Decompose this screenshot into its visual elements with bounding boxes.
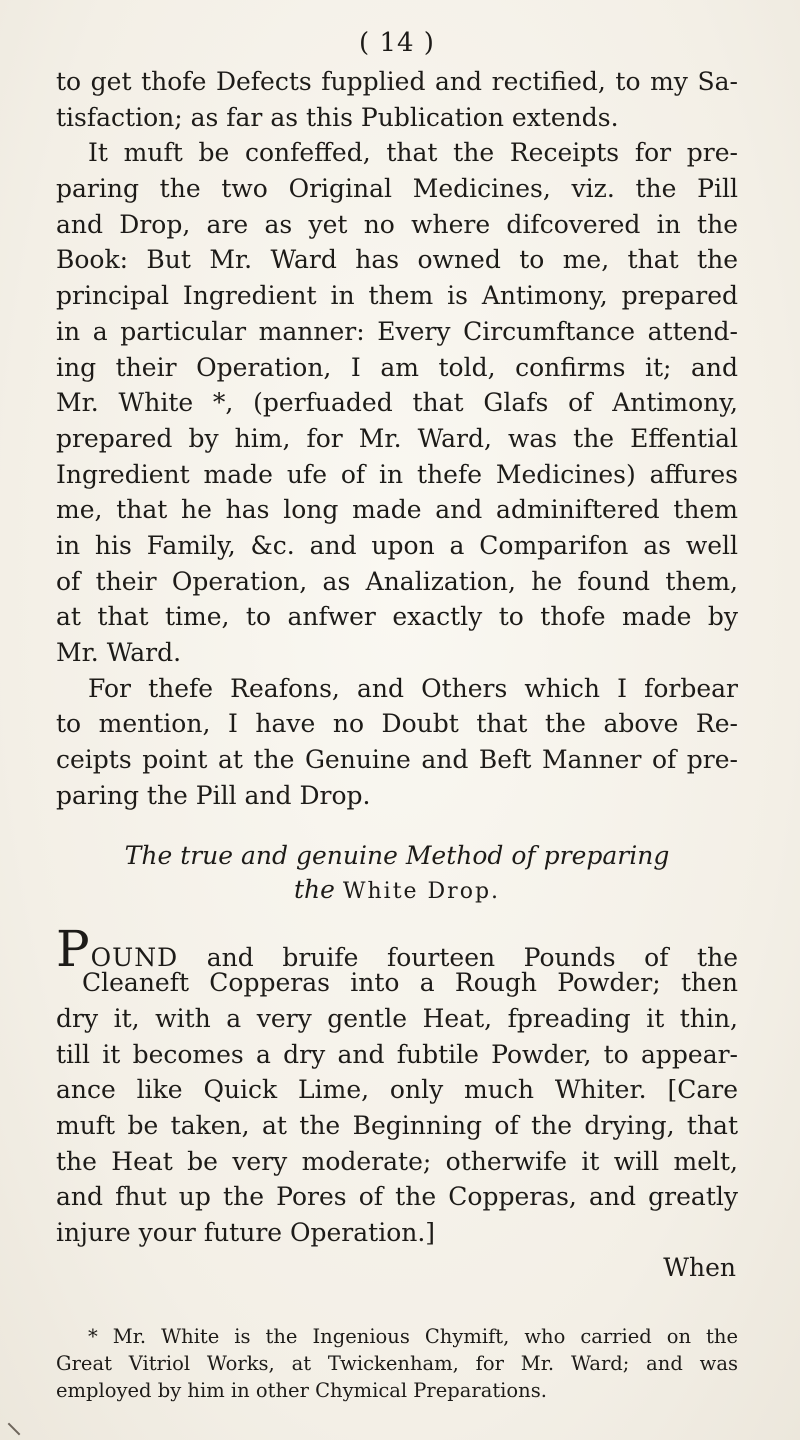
text-line: dry it, with a very gentle Heat, fpreading it thin, bbox=[56, 1003, 738, 1033]
text-line: the Heat be very moderate; otherwife it will melt, bbox=[56, 1146, 738, 1176]
paragraph-antimony bbox=[56, 135, 738, 670]
text-line: paring the two Original Medicines, viz. the Pill bbox=[56, 174, 738, 204]
text-line: injure your future Operation.] bbox=[56, 1217, 436, 1247]
heading-line bbox=[56, 873, 738, 907]
footnote-line: Great Vitriol Works, at Twickenham, for Mr. Ward; and was bbox=[56, 1351, 738, 1375]
page-number: ( 14 ) bbox=[359, 28, 435, 58]
text-line: Ingredient made ufe of in thefe Medicines) affures bbox=[56, 459, 738, 489]
text-line: Mr. Ward. bbox=[56, 638, 182, 667]
caps-word: OUND bbox=[90, 943, 179, 973]
text-line: principal Ingredient in them is Antimony, prepared bbox=[56, 281, 738, 311]
text-line: prepared by him, for Mr. Ward, was the Effential bbox=[56, 423, 738, 453]
footnote-line: * Mr. White is the Ingenious Chymift, who carried on the bbox=[88, 1324, 738, 1348]
text-line: muft be taken, at the Beginning of the drying, that bbox=[56, 1110, 738, 1140]
text-line: at that time, to anfwer exactly to thofe made by bbox=[56, 602, 738, 632]
heading-line: The true and genuine Method of preparing bbox=[124, 841, 670, 871]
paragraph-reasons bbox=[56, 671, 738, 814]
text-line: It muft be confeffed, that the Receipts for pre- bbox=[88, 138, 738, 168]
text-line: of their Operation, as Analization, he found them, bbox=[56, 566, 738, 596]
text-line: ance like Quick Lime, only much Whiter. [Care bbox=[56, 1075, 738, 1105]
paragraph-continuation bbox=[56, 64, 738, 135]
text-line: Cleaneft Copperas into a Rough Powder; then bbox=[82, 968, 738, 998]
paragraph-recipe bbox=[56, 920, 738, 1250]
text-line: to mention, I have no Doubt that the above Re- bbox=[56, 709, 738, 739]
text-line: paring the Pill and Drop. bbox=[56, 780, 371, 810]
text-line: and fhut up the Pores of the Copperas, and greatly bbox=[56, 1182, 738, 1212]
footnote-line: employed by him in other Chymical Preparations. bbox=[56, 1378, 547, 1402]
heading-word: the bbox=[293, 875, 335, 905]
text-line: to get thofe Defects fupplied and rectified, to my Sa- bbox=[56, 67, 738, 96]
text-line: Mr. White *, (perfuaded that Glafs of Antimony, bbox=[56, 388, 738, 418]
text-line: ing their Operation, I am told, confirms it; and bbox=[56, 352, 738, 382]
text-line: For thefe Reafons, and Others which I forbear bbox=[88, 673, 738, 703]
drop-cap: P bbox=[56, 920, 91, 979]
text-line: Book: But Mr. Ward has owned to me, that the bbox=[56, 245, 738, 275]
text-line: till it becomes a dry and fubtile Powder, to appear- bbox=[56, 1039, 738, 1069]
text-line: ceipts point at the Genuine and Beft Manner of pre- bbox=[56, 745, 738, 775]
line-text: and bruife fourteen Pounds of the bbox=[178, 943, 738, 973]
catchword: When bbox=[663, 1252, 736, 1282]
stray-mark bbox=[8, 1423, 21, 1436]
text-line: in his Family, &c. and upon a Comparifon as well bbox=[56, 530, 738, 560]
text-line: tisfaction; as far as this Publication extends. bbox=[56, 102, 619, 132]
text-line: and Drop, are as yet no where difcovered in the bbox=[56, 209, 738, 239]
text-line: in a particular manner: Every Circumftance attend- bbox=[56, 316, 738, 346]
section-heading bbox=[56, 839, 738, 907]
footnote bbox=[56, 1323, 738, 1404]
heading-small-caps: White Drop. bbox=[342, 879, 501, 905]
text-line: me, that he has long made and adminiftered them bbox=[56, 495, 738, 525]
text-line bbox=[56, 920, 738, 979]
